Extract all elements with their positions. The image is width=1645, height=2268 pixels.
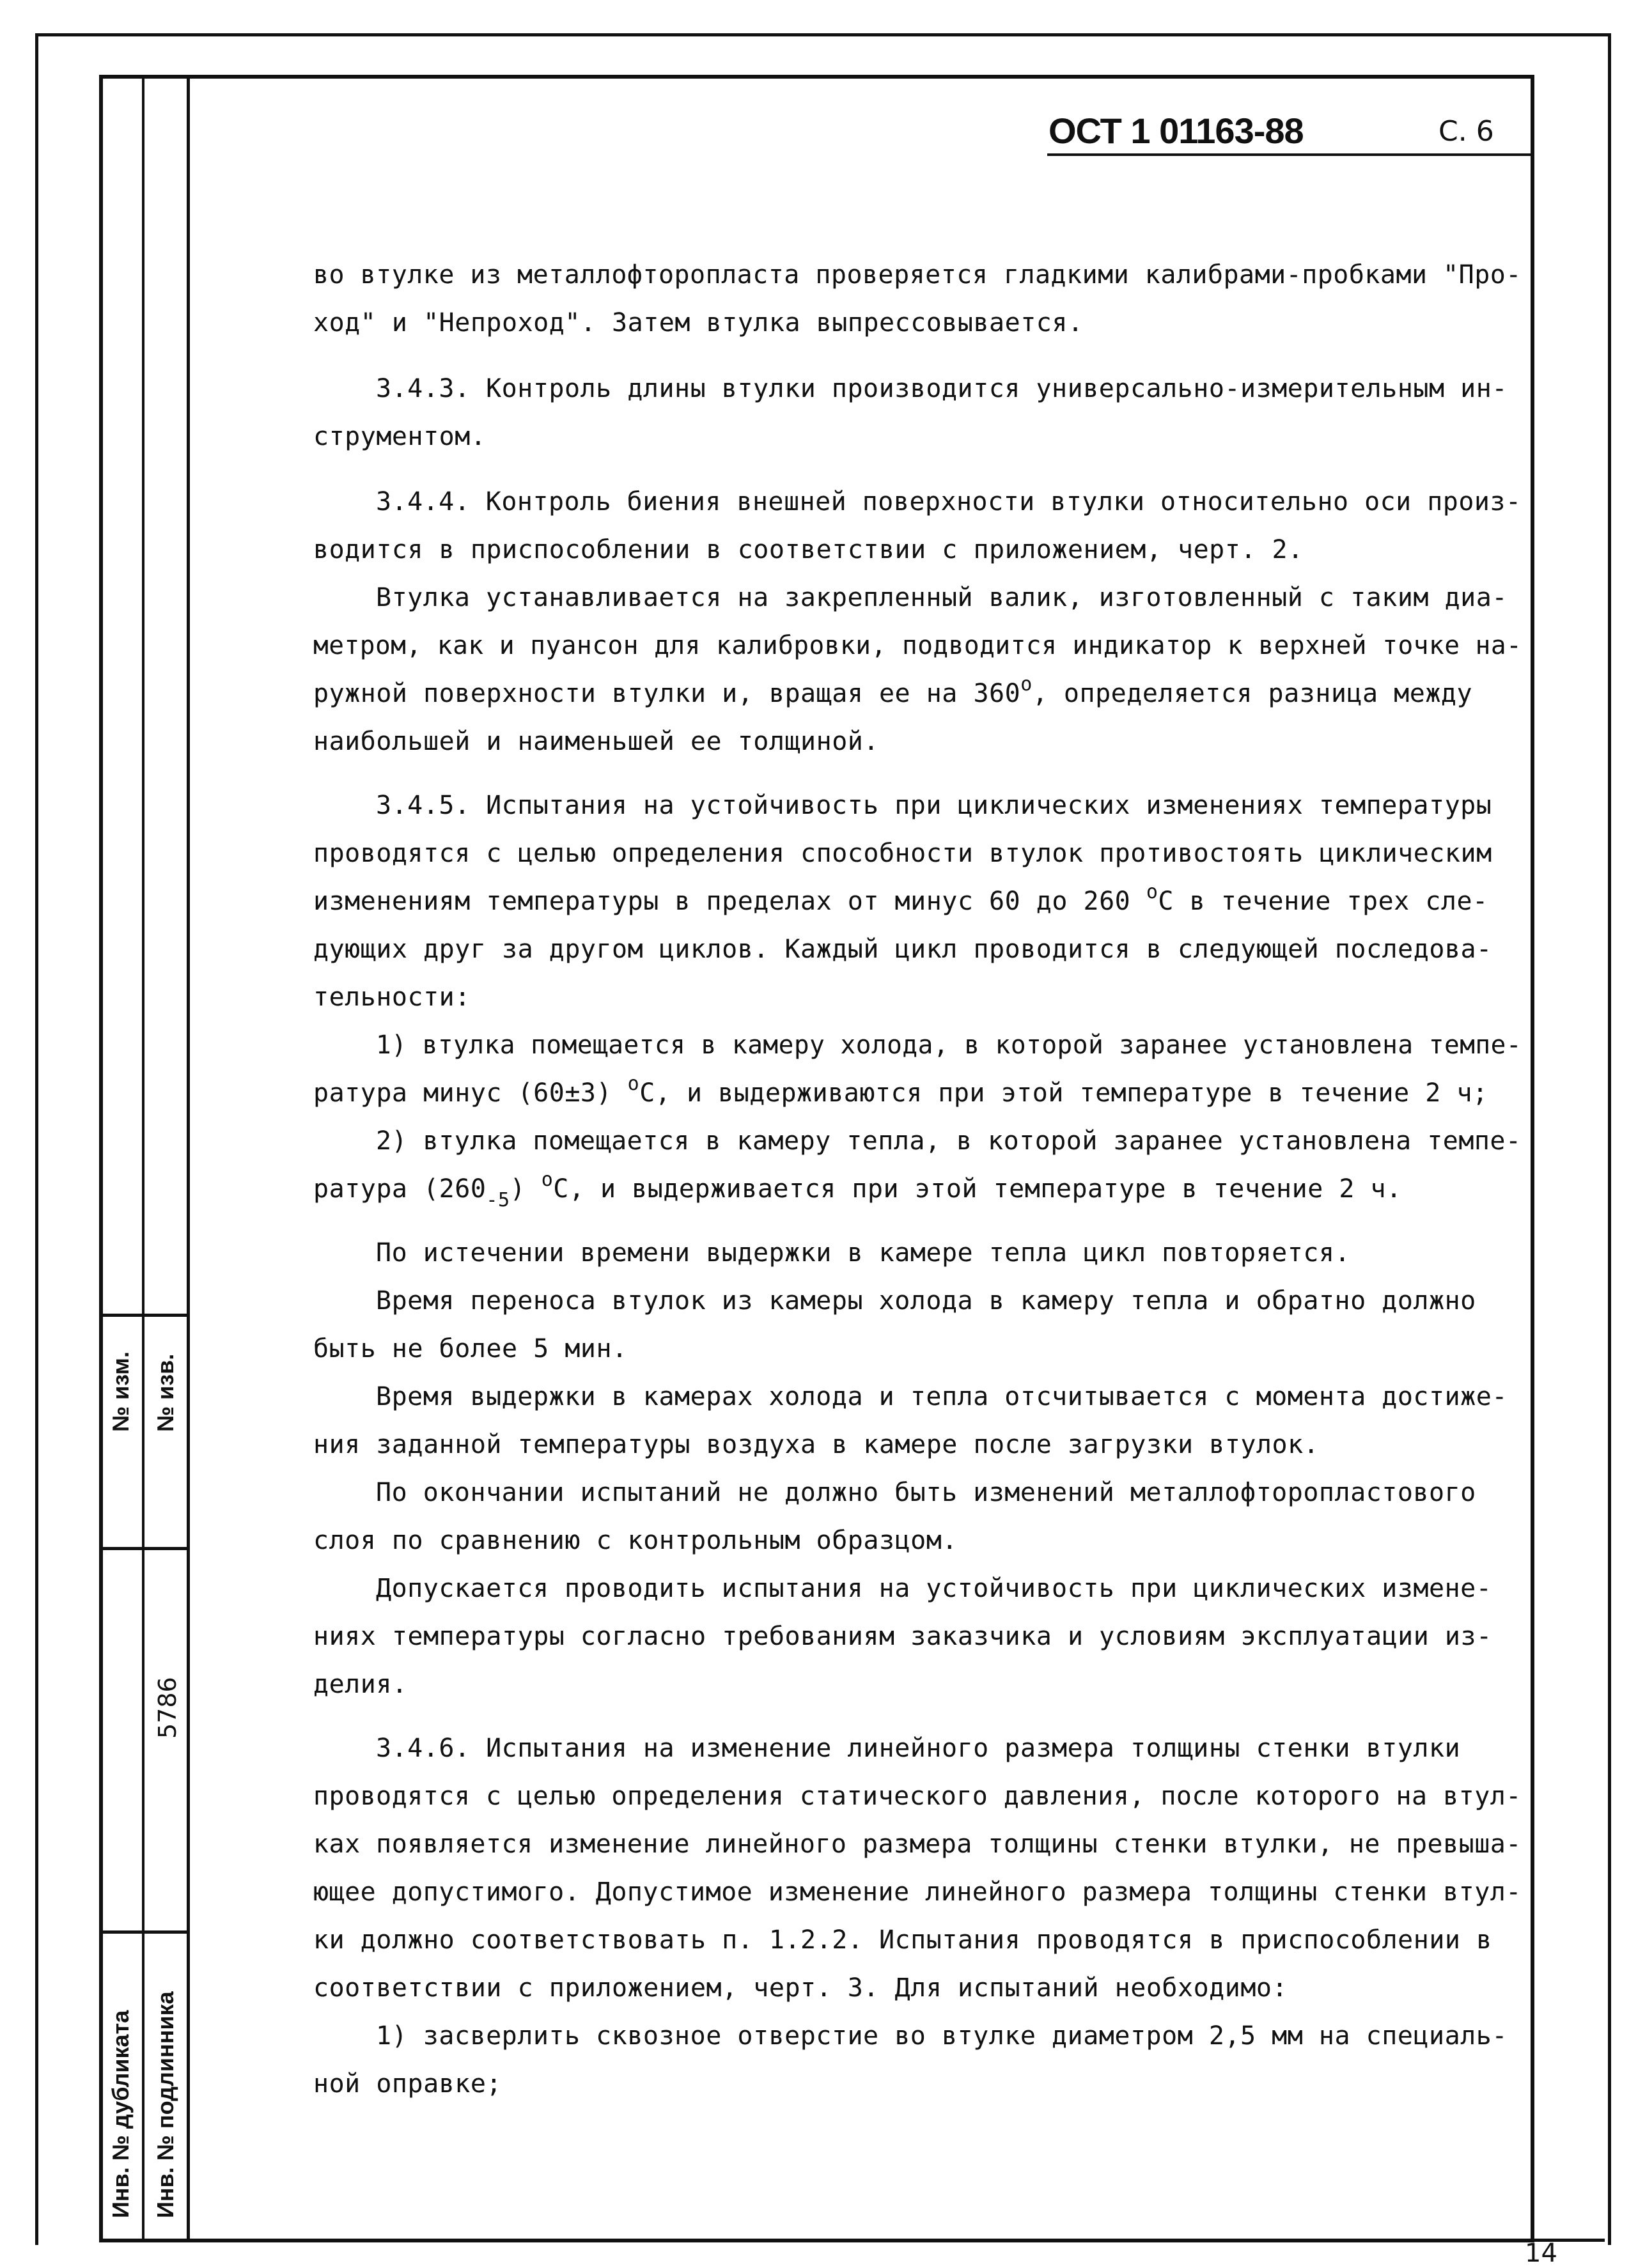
text-line: ния заданной температуры воздуха в камере после загрузки втулок. [313, 1430, 1320, 1459]
text-line: тельности: [313, 983, 471, 1012]
degree-mark: о [1146, 881, 1158, 903]
text-line: соответствии с приложением, черт. 3. Для испытаний необходимо: [313, 1973, 1288, 2003]
stamp-original-inv: Инв. № подлинника [152, 1991, 178, 2218]
stamp-notice-no: № изв. [152, 1353, 178, 1432]
text-line [313, 881, 1488, 917]
text-line: ход" и "Непроход". Затем втулка выпрессовывается. [313, 308, 1084, 338]
text-line: проводятся с целью определения статического давления, после которого на втул- [313, 1782, 1522, 1811]
text-line: проводятся с целью определения способности втулок противостоять циклическим [313, 839, 1492, 868]
degree-mark: о [1020, 673, 1033, 695]
text-line: 3.4.6. Испытания на изменение линейного размера толщины стенки втулки [376, 1734, 1461, 1763]
text-fragment: ружной поверхности втулки и, вращая ее на 360 [313, 679, 1021, 708]
text-line: во втулке из металлофторопласта проверяется гладкими калибрами-пробками "Про- [313, 260, 1522, 290]
frame-top-outer [35, 33, 1611, 36]
text-line: 3.4.3. Контроль длины втулки производится универсально-измерительным ин- [376, 374, 1508, 403]
text-line [313, 673, 1473, 709]
page-number: С. 6 [1438, 115, 1494, 148]
text-line: дующих друг за другом циклов. Каждый цикл проводится в следующей последова- [313, 935, 1492, 964]
stamp-hline-2 [99, 1547, 190, 1550]
text-line [313, 1073, 1488, 1108]
frame-right-outer [1608, 33, 1611, 2245]
text-fragment: ратура минус (60±3) [313, 1078, 628, 1108]
stamp-original-inv-no: 5786 [153, 1677, 182, 1739]
frame-bottom-inner [99, 2239, 1534, 2242]
text-fragment: ратура (260 [313, 1174, 487, 1204]
text-line: водится в приспособлении в соответствии с приложением, черт. 2. [313, 535, 1304, 564]
document-code: ОСТ 1 01163-88 [1049, 111, 1304, 151]
text-fragment: С в течение трех сле- [1158, 887, 1488, 916]
text-line: быть не более 5 мин. [313, 1334, 628, 1363]
text-line: наибольшей и наименьшей ее толщиной. [313, 727, 879, 756]
stamp-col-divider-2 [187, 75, 190, 2242]
stamp-col-divider-1 [142, 75, 144, 2242]
text-line: Допускается проводить испытания на устойчивость при циклических измене- [376, 1574, 1492, 1603]
stamp-hline-1 [99, 1314, 190, 1317]
text-line [313, 1169, 1402, 1211]
text-line: По истечении времени выдержки в камере тепла цикл повторяется. [376, 1238, 1351, 1268]
text-line: делия. [313, 1670, 408, 1699]
text-line: струментом. [313, 422, 487, 451]
frame-left-inner [99, 75, 103, 2242]
text-line: слоя по сравнению с контрольным образцом. [313, 1526, 958, 1555]
degree-mark: о [627, 1073, 640, 1095]
text-line: ках появляется изменение линейного размера толщины стенки втулки, не превыша- [313, 1829, 1522, 1859]
tolerance-subscript: -5 [486, 1189, 510, 1211]
text-line: Время переноса втулок из камеры холода в камеру тепла и обратно должно [376, 1286, 1476, 1316]
sheet-number: 14 [1525, 2239, 1557, 2268]
stamp-duplicate-inv: Инв. № дубликата [107, 2010, 134, 2218]
text-line: По окончании испытаний не должно быть изменений металлофторопластового [376, 1478, 1476, 1507]
text-line: ки должно соответствовать п. 1.2.2. Испытания проводятся в приспособлении в [313, 1925, 1492, 1955]
text-line: Время выдержки в камерах холода и тепла отсчитывается с момента достиже- [376, 1382, 1508, 1411]
text-line: ющее допустимого. Допустимое изменение линейного размера толщины стенки втул- [313, 1877, 1522, 1907]
header-underline [1047, 153, 1533, 156]
text-line: метром, как и пуансон для калибровки, подводится индикатор к верхней точке на- [313, 631, 1522, 660]
frame-top-inner [99, 75, 1534, 79]
text-line: 1) втулка помещается в камеру холода, в которой заранее установлена темпе- [376, 1030, 1522, 1060]
text-fragment: , определяется разница между [1032, 679, 1473, 708]
text-line: 1) засверлить сквозное отверстие во втулке диаметром 2,5 мм на специаль- [376, 2021, 1508, 2051]
text-line: 3.4.4. Контроль биения внешней поверхности втулки относительно оси произ- [376, 487, 1522, 517]
text-line: ной оправке; [313, 2069, 502, 2099]
degree-mark: о [541, 1169, 554, 1191]
frame-left-outer [35, 33, 38, 2245]
text-fragment: С, и выдерживается при этой температуре в течение 2 ч. [553, 1174, 1402, 1204]
text-line: 3.4.5. Испытания на устойчивость при циклических изменениях температуры [376, 791, 1492, 820]
text-fragment: С, и выдерживаются при этой температуре в течение 2 ч; [639, 1078, 1488, 1108]
text-line: ниях температуры согласно требованиям заказчика и условиям эксплуатации из- [313, 1622, 1492, 1651]
text-line: Втулка устанавливается на закрепленный валик, изготовленный с таким диа- [376, 583, 1508, 612]
text-line: 2) втулка помещается в камеру тепла, в которой заранее установлена темпе- [376, 1126, 1522, 1156]
stamp-change-no: № изм. [107, 1351, 134, 1432]
text-fragment: ) [510, 1174, 542, 1204]
text-fragment: изменениям температуры в пределах от минус 60 до 260 [313, 887, 1146, 916]
frame-right-inner [1531, 75, 1534, 2242]
stamp-hline-3 [99, 1930, 190, 1934]
